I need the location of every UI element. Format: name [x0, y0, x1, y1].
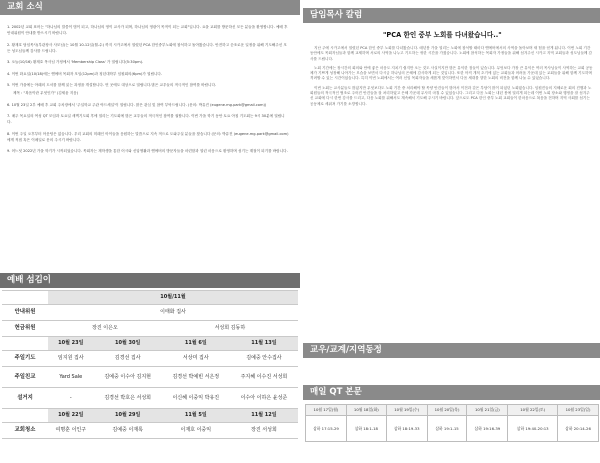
news-item — [7, 42, 289, 54]
news-text: 제목 : "복음이란 무엇인가" (김세윤 지음) — [13, 91, 79, 96]
table-cell — [2, 409, 48, 423]
table-cell: - — [48, 388, 94, 409]
qt-date: 10월 23일(일) — [558, 405, 599, 416]
qt-reading: 삼하 18:1-18 — [346, 416, 386, 442]
table-cell: 이신혜 이중익 박유진 — [162, 388, 230, 409]
qt-reading: 삼하 19:16-39 — [467, 416, 508, 442]
news-item — [7, 59, 289, 65]
table-cell: 장진 서성희 — [230, 423, 298, 439]
news-text: 7. 매주 목요일의 여성 QT 모임과 토요일 새벽기도회 후에 열리는 기도회에 많은 교우들의 적극적인 참여를 권합니다. 이번 가을 학기 동안 토요 아침 기도회는 9시 30분에 열립니다. — [7, 113, 285, 125]
table-cell — [2, 291, 48, 305]
column-body — [310, 46, 593, 111]
news-list — [7, 24, 289, 160]
qt-date: 10월 18일(화) — [346, 405, 386, 416]
table-cell: 이수아 이하은 윤성준 — [230, 388, 298, 409]
qt-date: 10월 20일(목) — [427, 405, 467, 416]
date-header: 11월 12일 — [230, 409, 298, 423]
table-cell: 서성희 김동하 — [162, 321, 298, 337]
news-text: 1. 2002년 교회 표어는 "하나님의 말씀이 범이 되고, 하나님의 영이 교사가 되며, 하나님의 영광이 목적이 되는 교회"입니다. 요을 교회를 방문하신 모든 분들을 환영합니다. 예배 후 안내위원이 안내를 받으시기 바랍니다. — [7, 25, 288, 36]
date-header: 11월 13일 — [230, 337, 298, 351]
row-label: 주일기도 — [2, 351, 48, 367]
news-text: 2. 황재호 담임목사(부관장사 사모님)는 10월 10-12일(월-수) 까지 시카고에서 열렸던 PCA 한인중부노회에 참석하고 돌아왔습니다. 안전하고 순조로운 일정을 위해 기도해주신 모든 성도님들께 감사를 드립니다. — [7, 42, 287, 53]
column-section-title: 담임목사 칼럼 — [310, 10, 363, 20]
table-cell: 김예중 안수집사 — [230, 351, 298, 367]
news-text: 3. 오늘(10/16) 황재호 목사님 가정에서 'Membership Class' 가 열립니다(5:30pm). — [7, 60, 144, 65]
date-header: 11월 5일 — [162, 409, 230, 423]
community-section-title: 교우/교계/지역동정 — [310, 345, 382, 355]
table-row — [2, 321, 298, 337]
row-label: 안내위원 — [2, 305, 48, 321]
news-text: 4. 이번 화요일(10/18)에는 엔에버 목회자 모임(12pm)과 청년대학부 임원회의(6pm)가 열립니다. — [7, 71, 163, 76]
table-row — [306, 416, 599, 442]
qt-date: 10월 17일(월) — [306, 405, 347, 416]
row-label: 교회청소 — [2, 423, 48, 439]
qt-date: 10월 19일(수) — [386, 405, 427, 416]
table-cell: 서상미 집사 — [162, 351, 230, 367]
table-row — [2, 388, 298, 409]
column-paragraph: 이번 노회는 교사분들도 많았지만 무엇보다도 노회 기간 중 처리해야 할 목양 안건들이 많아서 이전과 같은 부담이 많이 되었던 노회였습니다. 임원진들의 지혜로운 회의 진행과 노회원들의 적극적인 협조로 주어진 안건들을 잘 처리하였고 은혜 가운데 무사히 마칠 수 있었습니다. 그리고 다음 노회는 내년 봄에 열리게 되는데 이번 노회 장소와 행정을 잘 섬겨주신 교회에 다시 한번 감사를 드리고, 다음 노회를 위해서도 계속해서 기도해 주시기 바랍니다. 앞으로도 PCA 한인 중부 노회 교회들이 한마음으로 복음을 전하며 지역 사회를 섬기는 공동체로 세워져 가기를 소망합니다. — [310, 85, 592, 106]
qt-reading: 삼하 19:40-20:13 — [508, 416, 558, 442]
qt-reading: 삼하 19:1-15 — [427, 416, 467, 442]
table-row — [2, 291, 298, 305]
worship-section-title: 예배 섬김이 — [7, 275, 52, 285]
right-page — [303, 0, 600, 463]
news-item — [7, 102, 289, 108]
qt-reading: 삼하 18:19-33 — [386, 416, 427, 442]
news-item — [7, 24, 289, 36]
table-row — [306, 405, 599, 416]
date-header: 10월 23일 — [48, 337, 94, 351]
row-label: 주일친교 — [2, 367, 48, 388]
table-cell: 주지혜 이수진 서성희 — [230, 367, 298, 388]
table-cell: 김경선 집사 — [94, 351, 162, 367]
qt-section-bar — [303, 385, 600, 400]
date-header: 10월 30일 — [94, 337, 162, 351]
news-text: 9. 어느덧 2022년 가을 학기가 시작되었습니다. 목회자는 재학생을 통한 어시와 신앙생활과 엔에버의 방문자들을 마련함과 열린 마음으로 환영하며 섬기는 계절이 되기를 바랍니다. — [7, 149, 288, 154]
qt-date: 10월 21일(금) — [467, 405, 508, 416]
month-header: 10월/11월 — [48, 291, 298, 305]
news-text: 6. 10월 23일 2부 예배 후 교회 주차장에서 '주일학교 주관 야드세일'이 열립니다. 많은 관심 및 참여 부탁드립니다. (문의: 박유진 (eugene.mg.park@gmail.com)) — [7, 102, 267, 107]
worship-section-bar — [0, 273, 300, 288]
news-item — [7, 71, 289, 77]
news-text: 8. 이번 주일 오후부터 아웃팅은 없습니다. 우리 교회의 미래인 아이들을 응원하는 말씀으로 지속 적으로 도와주실 분들을 찾습니다 (문의: 박유진 (eugene.mg.park@gmail.com)에게 직접 혹은 이메일로 문의 주시기 바랍니다. — [7, 131, 289, 142]
table-cell: 이재호 이중익 — [162, 423, 230, 439]
table-row — [2, 351, 298, 367]
table-row — [2, 337, 298, 351]
row-label: 설거지 — [2, 388, 48, 409]
table-cell: 김경선 박예빈 서은정 — [162, 367, 230, 388]
table-row — [2, 409, 298, 423]
table-row — [2, 367, 298, 388]
table-row — [2, 305, 298, 321]
qt-date: 10월 22일(토) — [508, 405, 558, 416]
news-item — [7, 82, 289, 88]
community-section-bar — [303, 343, 600, 358]
table-cell: 김예중 이수아 김지현 — [94, 367, 162, 388]
date-header: 10월 29일 — [94, 409, 162, 423]
table-cell: 장진 이은오 — [48, 321, 162, 337]
table-cell — [2, 337, 48, 351]
table-cell: 여명훈 이인구 — [48, 423, 94, 439]
table-cell: Yard Sale — [48, 367, 94, 388]
column-section-bar — [303, 8, 600, 23]
column-paragraph: 지난 주에 시카고에서 열렸던 PCA 한인 중부 노회를 다녀왔습니다. 매년봄 가을 열리는 노회에 참석할 때마다 엔에버에서의 사역을 돌아보며 새 힘을 얻게 됩니다. 이번 노회 기간 동안에도 목회자님들과 함께 교제하며 서로의 사역을 나누고 기도하는 귀한 시간을 가졌습니다. 노회에 참석하는 목회자 가정들을 위해 섬겨주신 시카고 지역 교회들과 성도님들께 감사를 드립니다. — [310, 46, 593, 61]
qt-table — [305, 404, 599, 442]
row-label: 헌금위원 — [2, 321, 48, 337]
news-item — [7, 131, 289, 143]
worship-table-wrap — [2, 290, 298, 439]
qt-table-wrap — [305, 404, 599, 442]
table-cell: 김경선 박호은 서성희 — [94, 388, 162, 409]
news-section-bar — [0, 0, 300, 15]
qt-reading: 삼하 20:14-26 — [558, 416, 599, 442]
qt-section-title: 매일 QT 본문 — [310, 387, 362, 397]
column-paragraph: 노회 기간에는 장시간의 회의와 안에 좋은 마음도 지치기 쉽지만 오는 것도 사실이지만 많은 유익한 점들이 있습니다. 무엇보다 가장 큰 유익은 여러 목사님들이 사역하는 교회 공동체가 기쁘게 성장해 나아가는 모습을 보면서 다시금 하나님의 은혜에 감사하게 되는 것입니다. 또한 아직 개척 초기에 있는 교회들과 어려움 가운데 있는 교회들을 위해 함께 기도하며 격려할 수 있는 시간이었습니다. 특히 이번 노회에서는 여러 신임 목회자들을 새롭게 맞이하면서 다음 세대를 향한 노회의 비전을 함께 나눌 수 있었습니다. — [310, 65, 593, 81]
news-item — [7, 148, 289, 154]
column-title: "PCA 한인 중부 노회를 다녀왔습니다.." — [383, 31, 502, 39]
news-text: 5. 이번 가을에는 아래의 도서를 함께 읽는 과정을 개설합니다. 먼 곳에도 대상으로 열립니다.많은 교우들의 적극적인 참여를 바랍니다. — [7, 82, 217, 87]
worship-table — [2, 290, 298, 439]
table-cell: 김예중 이재록 — [94, 423, 162, 439]
news-item-subtitle — [7, 90, 289, 96]
date-header: 11월 6일 — [162, 337, 230, 351]
qt-reading: 삼하 17:15-29 — [306, 416, 347, 442]
table-cell: 이태화 집사 — [48, 305, 298, 321]
date-header: 10월 22일 — [48, 409, 94, 423]
news-item — [7, 113, 289, 125]
table-row — [2, 423, 298, 439]
news-section-title: 교회 소식 — [7, 2, 43, 12]
table-cell: 임지원 집사 — [48, 351, 94, 367]
